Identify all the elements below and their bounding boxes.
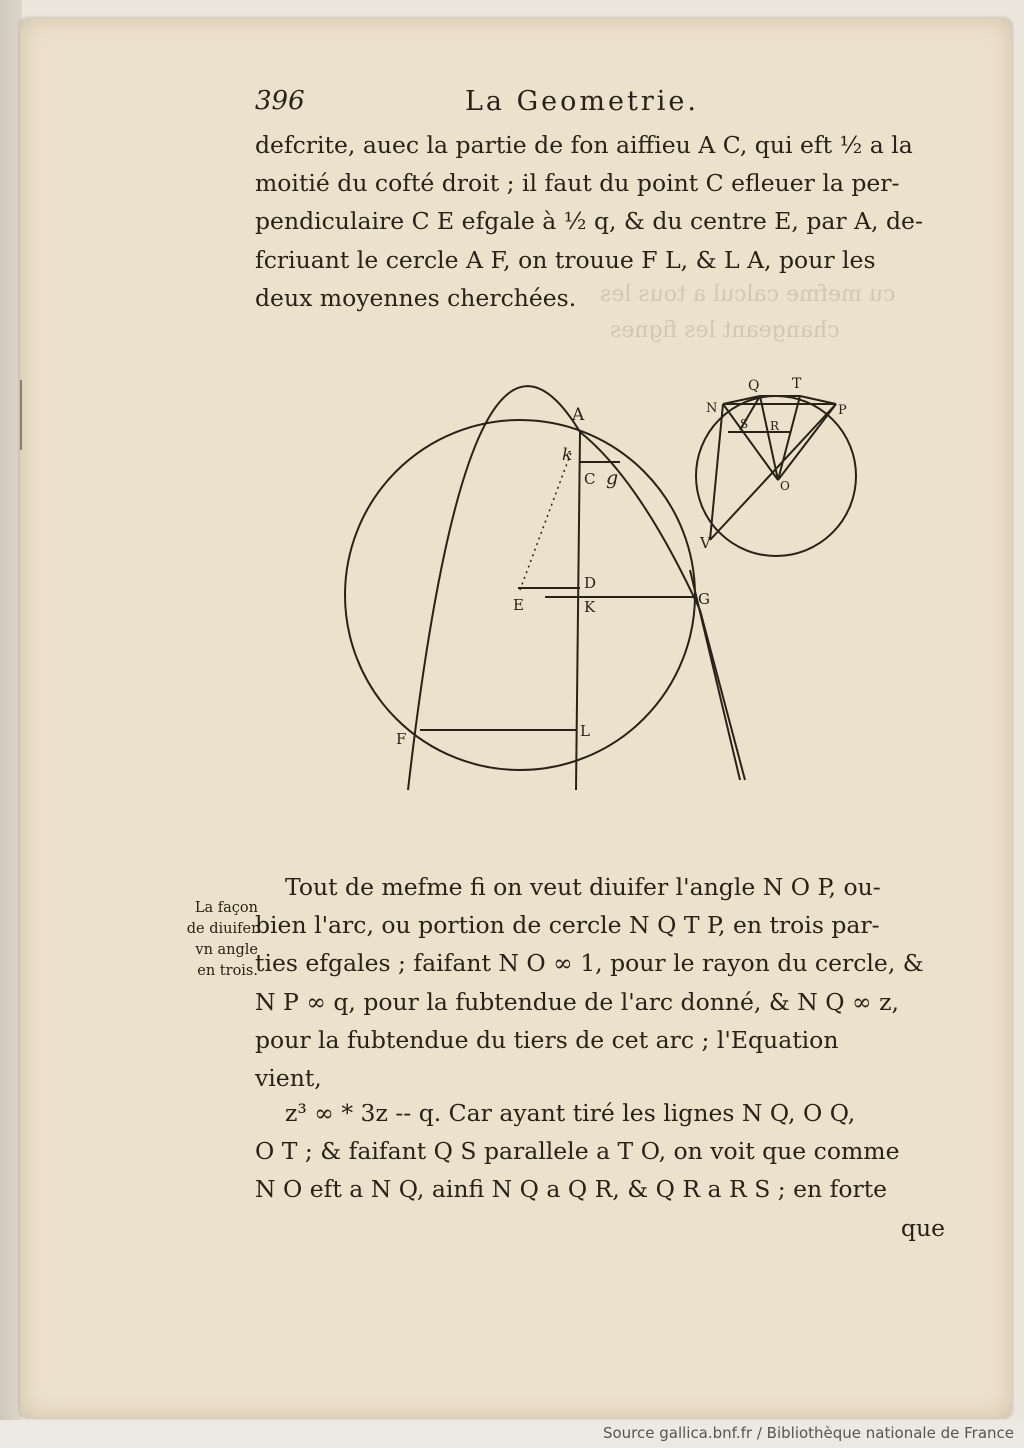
label-N: N [706,401,718,416]
label-O: O [780,479,790,493]
label-k: k [562,445,573,465]
label-Q: Q [748,378,760,394]
label-T: T [792,376,802,392]
text-line: N O eft a N Q, ainfi N Q a Q R, & Q R a R S ; en forte [255,1175,888,1204]
bleed-through: cu mefme calcul a tous les [600,282,896,307]
marginal-note [158,898,258,982]
bleed-through: changeant les fignes [610,318,840,343]
label-D: D [584,574,597,592]
radius-TO [778,396,800,480]
label-P: P [838,403,847,418]
label-K: K [584,598,596,616]
text-line: bien l'arc, ou portion de cercle N Q T P, en trois par- [255,911,880,940]
text-line: fcriuant le cercle A F, on trouue F L, & L A, pour les [255,245,876,274]
text-line: N P ∞ q, pour la fubtendue de l'arc donné, & N Q ∞ z, [255,987,899,1016]
text-line: O T ; & faifant Q S parallele a T O, on voit que comme [255,1137,900,1166]
text-line: Tout de mefme fi on veut diuifer l'angle N O P, ou- [285,873,881,901]
radius-PO [778,404,836,480]
circle-AF [345,420,695,770]
line-NV [710,404,723,540]
text-line: defcrite, auec la partie de fon aiffieu A C, qui eft ½ a la [255,131,913,159]
marginal-line: La façon [194,900,258,916]
marginal-line: en trois. [197,963,258,979]
label-L: L [580,722,590,740]
text-line: vient, [255,1063,322,1092]
label-S: S [740,417,749,431]
catchword: que [900,1213,945,1242]
text-line: pour la fubtendue du tiers de cet arc ; l'Equation [255,1025,839,1054]
paragraph-3 [255,1094,945,1247]
label-F: F [396,730,407,748]
label-V: V [700,534,711,552]
chord-TP [800,396,836,404]
label-g: g [606,467,619,489]
text-line: deux moyennes cherchées. [255,283,577,312]
label-R: R [770,419,780,433]
page-number: 396 [255,86,305,116]
book-title: La Geometrie. [465,86,699,117]
text-line: ties efgales ; faifant N O ∞ 1, pour le rayon du cercle, & [255,949,924,978]
dotted-line-Ek [520,450,572,590]
text-line: z³ ∞ * 3z -- q. Car ayant tiré les lignes N Q, O Q, [285,1099,856,1127]
label-E: E [513,596,524,614]
text-line: pendiculaire C E efgale à ½ q, & du centre E, par A, de- [255,207,923,236]
text-line: moitié du cofté droit ; il faut du point C efleuer la per- [255,169,900,198]
marginal-line: vn angle [195,942,258,958]
label-G: G [698,590,710,608]
marginal-line: de diuifer [186,921,258,937]
label-C: C [584,470,596,488]
paragraph-2 [255,868,945,1097]
source-credit: Source gallica.bnf.fr / Bibliothèque nationale de France [602,1424,1014,1442]
label-A: A [572,405,585,425]
